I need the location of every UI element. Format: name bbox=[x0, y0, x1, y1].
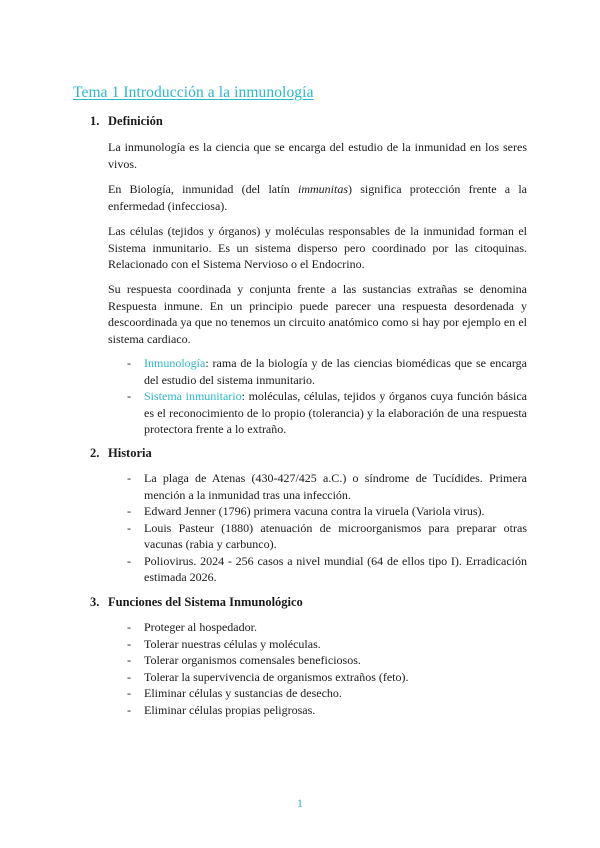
list-item bbox=[127, 355, 527, 388]
bullet-dash: - bbox=[127, 669, 131, 684]
section-heading-definicion bbox=[90, 114, 163, 129]
list-item-text: Eliminar células propias peligrosas. bbox=[144, 702, 316, 717]
bullet-dash: - bbox=[127, 636, 131, 651]
list-item-text: Tolerar nuestras células y moléculas. bbox=[144, 636, 321, 651]
section-heading-historia bbox=[90, 446, 152, 461]
section-number: 1. bbox=[90, 114, 100, 128]
page-number: 1 bbox=[297, 796, 303, 810]
list-item-text: La plaga de Atenas (430-427/425 a.C.) o síndrome de Tucídides. Primera mención a la inmunidad tras una infección. bbox=[144, 471, 527, 502]
paragraph bbox=[108, 181, 527, 214]
paragraph: Las células (tejidos y órganos) y moléculas responsables de la inmunidad forman el Sistema inmunitario. Es un sistema disperso pero coordinado por las citoquinas. Relacionado con el Sistema Nervioso o el Endocrino. bbox=[108, 224, 527, 271]
list-item bbox=[127, 669, 527, 686]
bullet-dash: - bbox=[127, 356, 131, 370]
list-item-text: Proteger al hospedador. bbox=[144, 620, 257, 634]
section-title: Funciones del Sistema Inmunológico bbox=[108, 595, 303, 609]
functions-list bbox=[127, 619, 527, 718]
list-item-text: Edward Jenner (1796) primera vacuna contra la viruela (Variola virus). bbox=[144, 504, 485, 518]
italic-term: immunitas bbox=[298, 182, 349, 196]
list-item bbox=[127, 520, 527, 553]
definition-list bbox=[127, 355, 527, 438]
list-item bbox=[127, 702, 527, 719]
list-item-text: Tolerar la supervivencia de organismos extraños (feto). bbox=[144, 669, 409, 684]
paragraph: La inmunología es la ciencia que se encarga del estudio de la inmunidad en los seres vivos. bbox=[108, 140, 527, 171]
bullet-dash: - bbox=[127, 686, 131, 700]
definition-term: Inmunología bbox=[144, 356, 206, 370]
bullet-dash: - bbox=[127, 471, 131, 485]
text-run: En Biología, inmunidad (del latín bbox=[108, 182, 299, 196]
document-title: Tema 1 Introducción a la inmunología bbox=[73, 84, 314, 101]
definition-text: : rama de la biología y de las ciencias biomédicas que se encarga del estudio del sistema inmunitario. bbox=[144, 356, 527, 387]
section-number: 3. bbox=[90, 595, 100, 609]
list-item bbox=[127, 388, 527, 438]
list-item-text: Louis Pasteur (1880) atenuación de microorganismos para preparar otras vacunas (rabia y carbunco). bbox=[144, 520, 527, 551]
list-item-text: Eliminar células y sustancias de desecho. bbox=[144, 686, 342, 700]
definition-term: Sistema inmunitario bbox=[144, 389, 242, 403]
text-run: ) significa protección frente a la enfermedad (infecciosa). bbox=[108, 182, 527, 213]
definition-text: : moléculas, células, tejidos y órganos cuya función básica es el reconocimiento de lo propio (tolerancia) y la elaboración de una respuesta protectora frente a lo extraño. bbox=[144, 389, 527, 436]
history-list bbox=[127, 470, 527, 586]
bullet-dash: - bbox=[127, 620, 131, 634]
list-item-text: Poliovirus. 2024 - 256 casos a nivel mundial (64 de ellos tipo I). Erradicación estimada 2026. bbox=[144, 553, 527, 584]
bullet-dash: - bbox=[127, 653, 131, 667]
section-title: Historia bbox=[108, 446, 152, 460]
bullet-dash: - bbox=[127, 389, 131, 403]
paragraph: Su respuesta coordinada y conjunta frente a las sustancias extrañas se denomina Respuesta inmune. En un principio puede parecer una respuesta desordenada y descoordinada ya que no tenemos un circuito anatómico como si hay por ejemplo en el sistema cardiaco. bbox=[108, 282, 527, 346]
list-item bbox=[127, 636, 527, 653]
list-item bbox=[127, 470, 527, 503]
list-item bbox=[127, 685, 527, 702]
bullet-dash: - bbox=[127, 520, 131, 535]
bullet-dash: - bbox=[127, 553, 131, 568]
section-title: Definición bbox=[108, 114, 163, 128]
section-number: 2. bbox=[90, 446, 100, 460]
bullet-dash: - bbox=[127, 702, 131, 717]
bullet-dash: - bbox=[127, 504, 131, 518]
list-item bbox=[127, 619, 527, 636]
section-heading-funciones bbox=[90, 595, 303, 610]
list-item bbox=[127, 553, 527, 586]
list-item-text: Tolerar organismos comensales beneficiosos. bbox=[144, 653, 361, 667]
list-item bbox=[127, 652, 527, 669]
list-item bbox=[127, 503, 527, 520]
